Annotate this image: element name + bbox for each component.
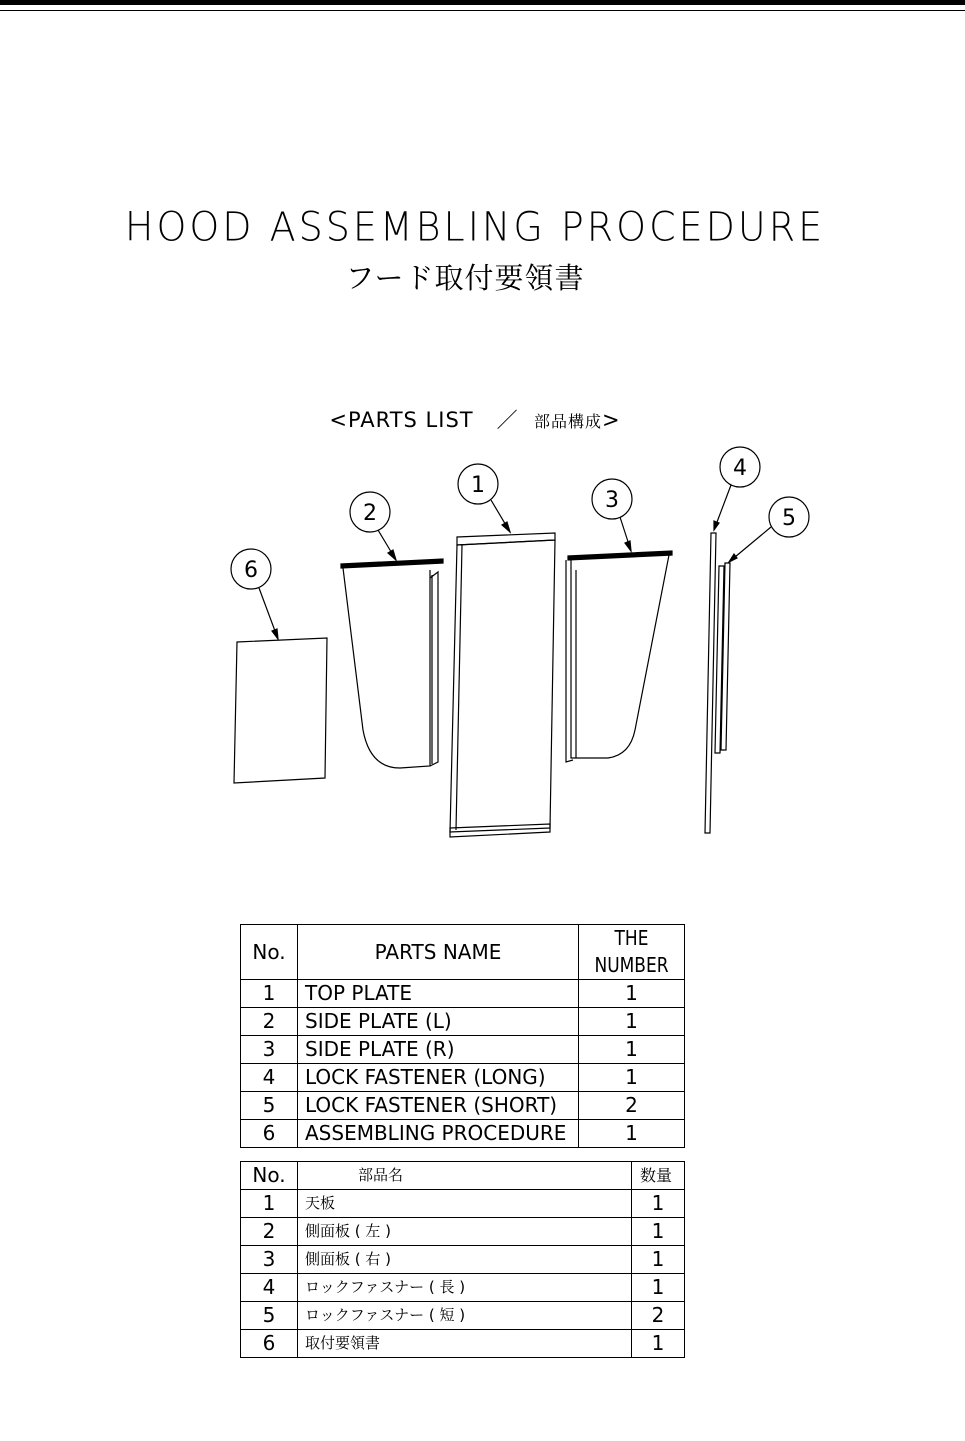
row-qty: 1 <box>579 1008 685 1036</box>
header-no: No. <box>241 925 298 980</box>
row-name: LOCK FASTENER (LONG) <box>298 1064 579 1092</box>
row-qty: 1 <box>579 980 685 1008</box>
header-parts-name: PARTS NAME <box>298 925 579 980</box>
callout-5-label: 5 <box>782 506 796 531</box>
callout-6-label: 6 <box>244 558 258 583</box>
row-qty: 1 <box>632 1190 685 1218</box>
row-no: 2 <box>241 1218 298 1246</box>
part-5-lock-fastener-short <box>715 563 730 753</box>
parts-heading-jp: 部品構成 <box>534 412 603 431</box>
row-qty: 1 <box>632 1330 685 1358</box>
row-name: ASSEMBLING PROCEDURE <box>298 1120 579 1148</box>
part-6-procedure-sheet <box>234 638 327 783</box>
table-row <box>241 1008 685 1036</box>
row-name: TOP PLATE <box>298 980 579 1008</box>
row-no: 5 <box>241 1302 298 1330</box>
row-no: 4 <box>241 1274 298 1302</box>
row-name: SIDE PLATE (L) <box>298 1008 579 1036</box>
document-title-en: HOOD ASSEMBLING PROCEDURE <box>124 203 826 251</box>
row-name: LOCK FASTENER (SHORT) <box>298 1092 579 1120</box>
row-qty: 1 <box>632 1274 685 1302</box>
row-name: SIDE PLATE (R) <box>298 1036 579 1064</box>
table-row <box>241 1246 685 1274</box>
row-name: 側面板 ( 右 ) <box>298 1246 632 1274</box>
row-qty: 1 <box>579 1036 685 1064</box>
callout-2-label: 2 <box>363 501 377 526</box>
document-title-jp: フード取付要領書 <box>345 261 585 295</box>
table-row <box>241 1218 685 1246</box>
row-name: 天板 <box>298 1190 632 1218</box>
header-the-number: THE NUMBER <box>579 925 685 980</box>
row-qty: 1 <box>632 1246 685 1274</box>
row-name: ロックファスナー ( 長 ) <box>298 1274 632 1302</box>
part-4-lock-fastener-long <box>705 533 716 833</box>
part-1-top-plate <box>450 533 555 837</box>
table-row <box>241 1092 685 1120</box>
header-quantity: 数量 <box>632 1162 685 1190</box>
row-no: 1 <box>241 1190 298 1218</box>
parts-table-en <box>240 924 685 1148</box>
callout-3-label: 3 <box>605 488 619 513</box>
table-row <box>241 1190 685 1218</box>
row-no: 3 <box>241 1246 298 1274</box>
row-name: 側面板 ( 左 ) <box>298 1218 632 1246</box>
table-row <box>241 1036 685 1064</box>
table-row <box>241 1302 685 1330</box>
parts-diagram <box>0 440 965 850</box>
row-name: 取付要領書 <box>298 1330 632 1358</box>
callout-1-label: 1 <box>471 473 485 498</box>
row-qty: 1 <box>632 1218 685 1246</box>
header-rule-thin <box>0 10 965 11</box>
header-rule <box>0 0 965 5</box>
row-qty: 1 <box>579 1064 685 1092</box>
parts-heading-separator: ／ <box>496 408 519 432</box>
part-3-side-plate-right <box>566 551 672 762</box>
header-no: No. <box>241 1162 298 1190</box>
table-row <box>241 1330 685 1358</box>
row-qty: 2 <box>632 1302 685 1330</box>
row-no: 6 <box>241 1120 298 1148</box>
row-no: 2 <box>241 1008 298 1036</box>
parts-heading-en: <PARTS LIST <box>329 408 474 432</box>
table-row <box>241 1120 685 1148</box>
table-row <box>241 980 685 1008</box>
table-header-row <box>241 925 685 980</box>
row-no: 1 <box>241 980 298 1008</box>
header-parts-name: 部品名 <box>298 1162 632 1190</box>
callout-4-label: 4 <box>733 456 747 481</box>
table-row <box>241 1064 685 1092</box>
row-qty: 1 <box>579 1120 685 1148</box>
parts-list-heading <box>0 404 950 434</box>
callout-5 <box>729 497 809 562</box>
parts-table-jp <box>240 1161 685 1358</box>
table-row <box>241 1274 685 1302</box>
row-no: 5 <box>241 1092 298 1120</box>
table-header-row <box>241 1162 685 1190</box>
row-no: 4 <box>241 1064 298 1092</box>
parts-heading-end: > <box>602 408 621 432</box>
part-2-side-plate-left <box>341 559 443 768</box>
row-name: ロックファスナー ( 短 ) <box>298 1302 632 1330</box>
row-no: 6 <box>241 1330 298 1358</box>
row-qty: 2 <box>579 1092 685 1120</box>
row-no: 3 <box>241 1036 298 1064</box>
